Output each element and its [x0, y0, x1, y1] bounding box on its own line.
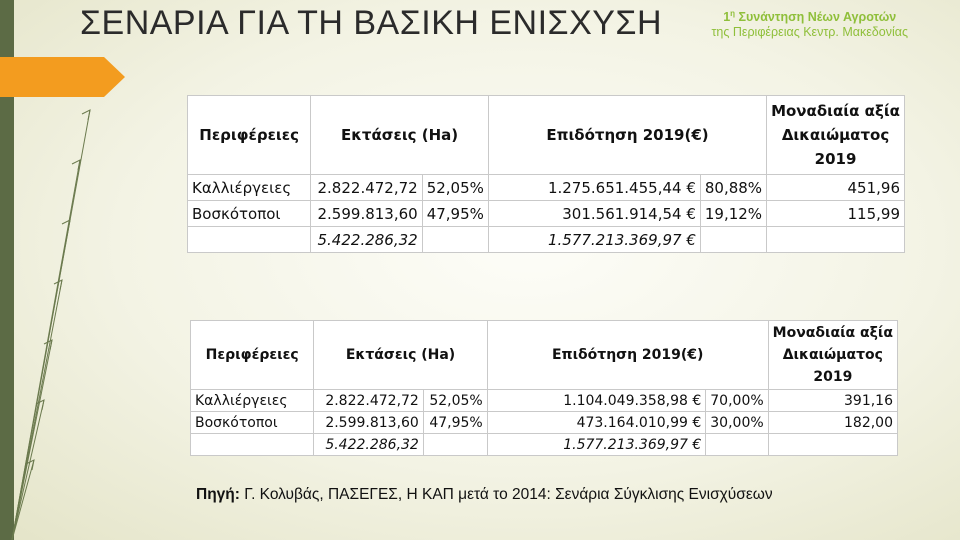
table-header-row: [191, 321, 898, 390]
cell-total-area: 5.422.286,32: [311, 227, 422, 253]
cell-empty: [767, 227, 905, 253]
page-title: ΣΕΝΑΡΙΑ ΓΙΑ ΤΗ ΒΑΣΙΚΗ ΕΝΙΣΧΥΣΗ: [80, 4, 662, 42]
cell-region: Καλλιέργειες: [188, 175, 311, 201]
cell-total-subsidy: 1.577.213.369,97 €: [487, 434, 706, 456]
cell-area-pct: 52,05%: [423, 390, 487, 412]
decorative-arrow-lines: [10, 100, 95, 540]
header-unit-value-line3: 2019: [813, 369, 853, 385]
cell-region: Καλλιέργειες: [191, 390, 314, 412]
cell-total-area: 5.422.286,32: [314, 434, 423, 456]
cell-subsidy: 1.275.651.455,44 €: [488, 175, 700, 201]
cell-unit-value: 451,96: [767, 175, 905, 201]
cell-empty: [700, 227, 766, 253]
table-total-row: [191, 434, 898, 456]
cell-area-pct: 47,95%: [422, 201, 488, 227]
cell-unit-value: 115,99: [767, 201, 905, 227]
cell-subsidy: 301.561.914,54 €: [488, 201, 700, 227]
scenario-table-1: [187, 95, 905, 253]
cell-area-pct: 52,05%: [422, 175, 488, 201]
table-row: [191, 390, 898, 412]
cell-subsidy: 473.164.010,99 €: [487, 412, 706, 434]
header-unit-value-line2: Δικαιώματος: [782, 347, 883, 363]
header-unit-value-line2: Δικαιώματος: [781, 126, 890, 144]
table-header-row: [188, 96, 905, 175]
cell-empty: [423, 434, 487, 456]
meeting-number: 1: [723, 10, 731, 25]
meeting-line2: της Περιφέρειας Κεντρ. Μακεδονίας: [711, 25, 908, 40]
table-row: [188, 201, 905, 227]
header-unit-value-line3: 2019: [814, 150, 857, 168]
header-unit-value-line1: Μοναδιαία αξία: [772, 325, 893, 341]
cell-subsidy: 1.104.049.358,98 €: [487, 390, 706, 412]
header-subsidy: Επιδότηση 2019(€): [487, 321, 768, 390]
source-citation: [196, 486, 773, 504]
source-label: Πηγή:: [196, 486, 240, 503]
cell-total-label: [191, 434, 314, 456]
header-subsidy: Επιδότηση 2019(€): [488, 96, 766, 175]
cell-empty: [706, 434, 768, 456]
cell-empty: [422, 227, 488, 253]
cell-subsidy-pct: 19,12%: [700, 201, 766, 227]
header-areas: Εκτάσεις (Ha): [311, 96, 489, 175]
table-total-row: [188, 227, 905, 253]
header-unit-value-line1: Μοναδιαία αξία: [771, 102, 900, 120]
cell-unit-value: 391,16: [768, 390, 897, 412]
orange-arrow-tab: [0, 57, 125, 97]
cell-area-pct: 47,95%: [423, 412, 487, 434]
cell-subsidy-pct: 70,00%: [706, 390, 768, 412]
source-text: Γ. Κολυβάς, ΠΑΣΕΓΕΣ, Η ΚΑΠ μετά το 2014: Σενάρια Σύγκλισης Ενισχύσεων: [239, 486, 773, 503]
cell-empty: [768, 434, 897, 456]
table-row: [191, 412, 898, 434]
cell-area: 2.599.813,60: [314, 412, 423, 434]
header-areas: Εκτάσεις (Ha): [314, 321, 487, 390]
cell-subsidy-pct: 80,88%: [700, 175, 766, 201]
header-regions: Περιφέρειες: [188, 96, 311, 175]
cell-unit-value: 182,00: [768, 412, 897, 434]
cell-region: Βοσκότοποι: [191, 412, 314, 434]
meeting-number-suffix: η: [730, 9, 736, 18]
cell-area: 2.599.813,60: [311, 201, 422, 227]
cell-area: 2.822.472,72: [314, 390, 423, 412]
header-regions: Περιφέρειες: [191, 321, 314, 390]
table-row: [188, 175, 905, 201]
header-unit-value: [767, 96, 905, 175]
cell-total-label: [188, 227, 311, 253]
meeting-line1: Συνάντηση Νέων Αγροτών: [735, 10, 897, 25]
cell-region: Βοσκότοποι: [188, 201, 311, 227]
cell-subsidy-pct: 30,00%: [706, 412, 768, 434]
scenario-table-2: [190, 320, 898, 456]
meeting-caption: [711, 6, 908, 40]
cell-total-subsidy: 1.577.213.369,97 €: [488, 227, 700, 253]
header-unit-value: [768, 321, 897, 390]
cell-area: 2.822.472,72: [311, 175, 422, 201]
